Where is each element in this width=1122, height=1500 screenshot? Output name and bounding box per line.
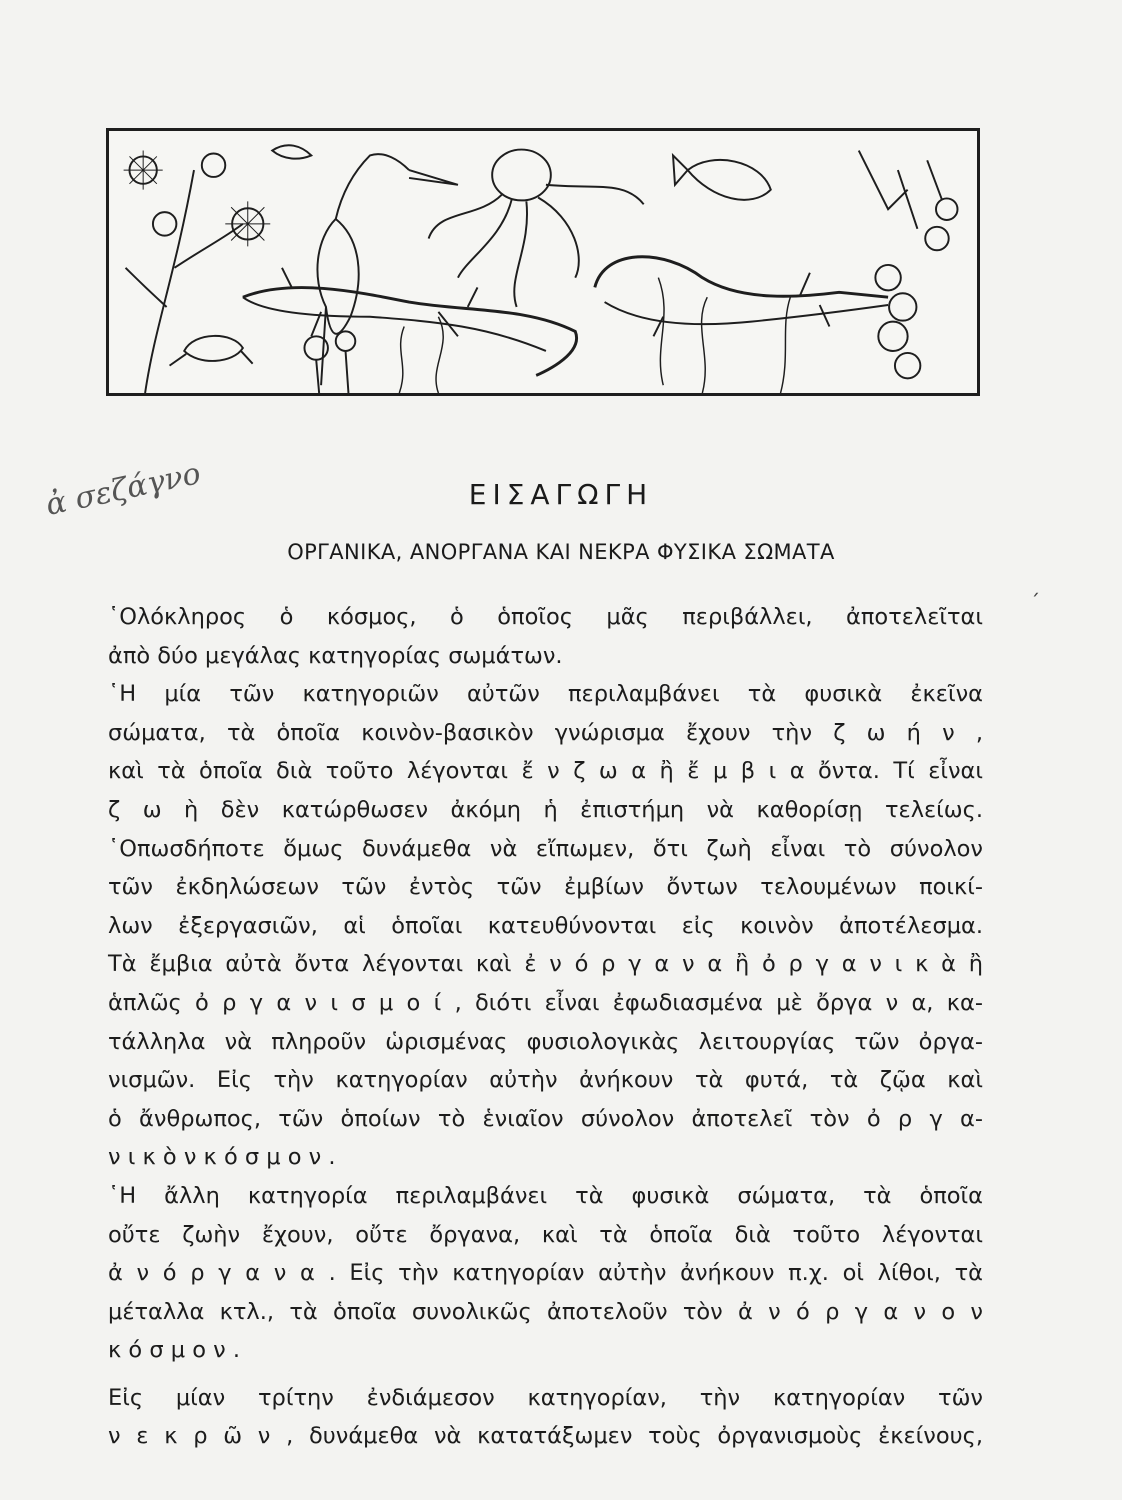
text-line: κ ό σ μ ο ν .: [108, 1337, 241, 1364]
text-line: ῾Η μία τῶν κατηγοριῶν αὐτῶν περιλαμβάνει τὰ φυσικὰ ἐκεῖνα: [108, 681, 983, 708]
text-line: ἁπλῶς ὀ ρ γ α ν ι σ μ ο ί , διότι εἶναι ἐφωδιασμένα μὲ ὄργα ν α, κα-: [108, 989, 983, 1016]
text-line: ν ε κ ρ ῶ ν , δυνάμεθα νὰ κατατάξωμεν τοὺς ὀργανισμοὺς ἐκείνους,: [108, 1423, 983, 1450]
text-line: ν ι κ ὸ ν κ ό σ μ ο ν .: [108, 1144, 336, 1171]
text-line: λων ἐξεργασιῶν, αἱ ὁποῖαι κατευθύνονται εἰς κοινὸν ἀποτέλεσμα.: [108, 912, 983, 939]
text-line: ἀ ν ό ρ γ α ν α . Εἰς τὴν κατηγορίαν αὐτὴν ἀνήκουν π.χ. οἱ λίθοι, τὰ: [108, 1260, 983, 1287]
text-line: καὶ τὰ ὁποῖα διὰ τοῦτο λέγονται ἔ ν ζ ω α ἢ ἔ μ β ι α ὄντα. Τί εἶναι: [108, 758, 983, 785]
text-line: μέταλλα κτλ., τὰ ὁποῖα συνολικῶς ἀποτελοῦν τὸν ἀ ν ό ρ γ α ν ο ν: [108, 1298, 983, 1325]
nature-illustration: [106, 128, 980, 396]
chapter-subtitle: ΟΡΓΑΝΙΚΑ, ΑΝΟΡΓΑΝΑ ΚΑΙ ΝΕΚΡΑ ΦΥΣΙΚΑ ΣΩΜΑΤΑ: [287, 540, 835, 564]
engraving-image: [109, 131, 977, 393]
text-line: ῾Η ἄλλη κατηγορία περιλαμβάνει τὰ φυσικὰ σώματα, τὰ ὁποῖα: [108, 1182, 983, 1209]
text-line: ῾Ολόκληρος ὁ κόσμος, ὁ ὁποῖος μᾶς περιβάλλει, ἀποτελεῖται: [108, 604, 983, 630]
text-line: Τὰ ἔμβια αὐτὰ ὄντα λέγονται καὶ ἐ ν ό ρ γ α ν α ἢ ὀ ρ γ α ν ι κ ὰ ἢ: [108, 951, 983, 978]
margin-pencil-mark: ˊ: [1030, 590, 1040, 614]
body-text: [108, 598, 983, 1456]
text-line: ἀπὸ δύο μεγάλας κατηγορίας σωμάτων.: [108, 642, 563, 669]
text-line: νισμῶν. Εἰς τὴν κατηγορίαν αὐτὴν ἀνήκουν τὰ φυτά, τὰ ζῷα καὶ: [108, 1067, 983, 1094]
chapter-title: ΕΙΣΑΓΩΓΗ: [468, 478, 654, 511]
text-line: οὔτε ζωὴν ἔχουν, οὔτε ὄργανα, καὶ τὰ ὁποῖα διὰ τοῦτο λέγονται: [108, 1221, 983, 1248]
text-line: τάλληλα νὰ πληροῦν ὡρισμένας φυσιολογικὰς λειτουργίας τῶν ὀργα-: [108, 1028, 983, 1055]
text-line: ζ ω ὴ δὲν κατώρθωσεν ἀκόμη ἡ ἐπιστήμη νὰ καθορίσῃ τελείως.: [108, 796, 983, 823]
text-line: σώματα, τὰ ὁποῖα κοινὸν-βασικὸν γνώρισμα ἔχουν τὴν ζ ω ή ν ,: [108, 719, 983, 746]
handwritten-margin-note: ἀ σεζάγνο: [42, 456, 204, 523]
text-line: ῾Οπωσδήποτε ὅμως δυνάμεθα νὰ εἴπωμεν, ὅτι ζωὴ εἶναι τὸ σύνολον: [108, 835, 983, 862]
text-line: ὁ ἄνθρωπος, τῶν ὁποίων τὸ ἑνιαῖον σύνολον ἀποτελεῖ τὸν ὀ ρ γ α-: [108, 1105, 983, 1132]
text-line: τῶν ἐκδηλώσεων τῶν ἐντὸς τῶν ἐμβίων ὄντων τελουμένων ποικί-: [108, 874, 983, 901]
text-line: Εἰς μίαν τρίτην ἐνδιάμεσον κατηγορίαν, τὴν κατηγορίαν τῶν: [108, 1384, 983, 1411]
